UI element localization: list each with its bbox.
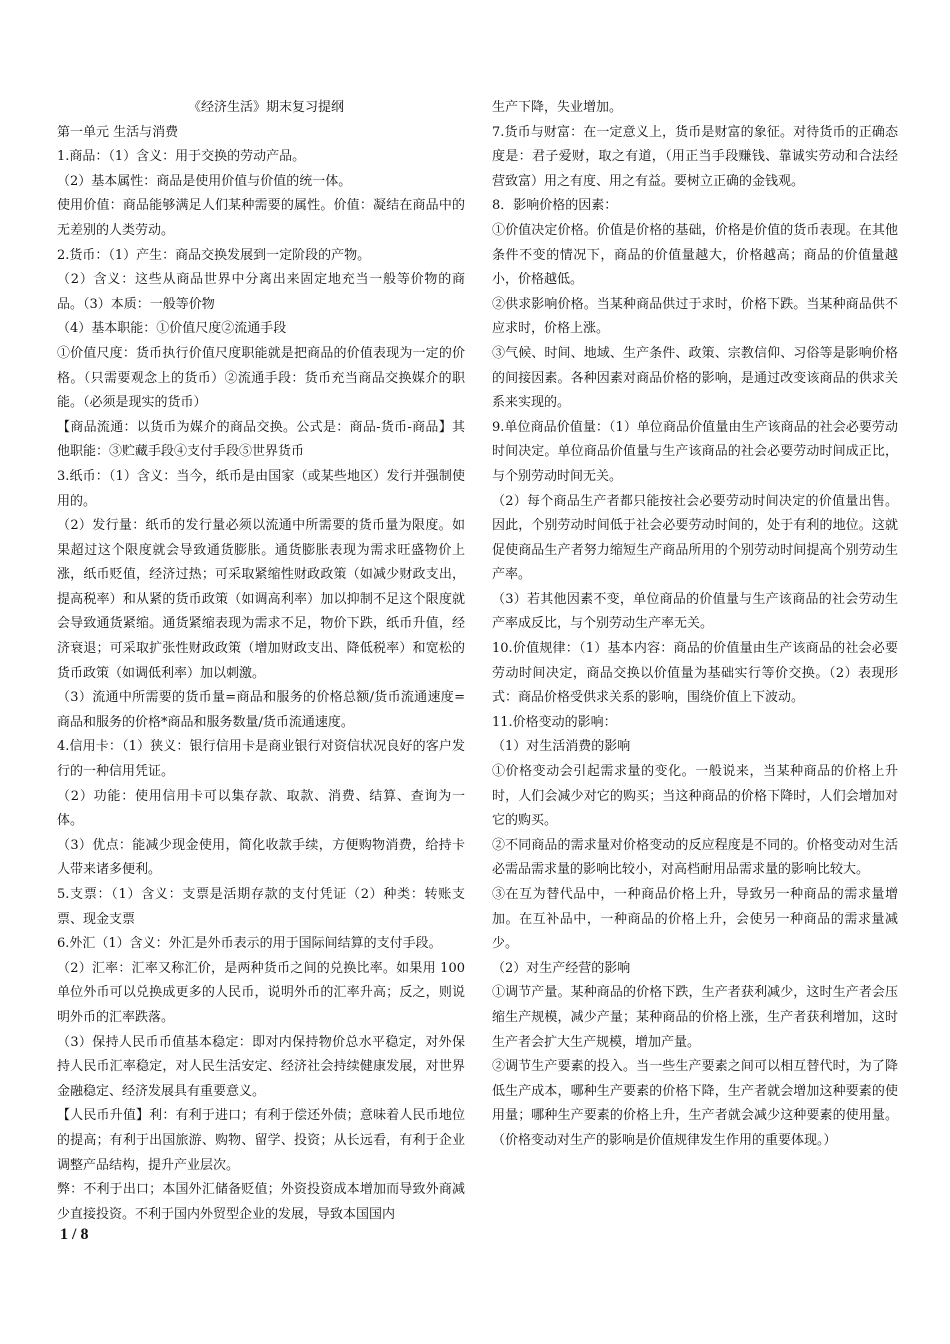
- paragraph: ①价值尺度：货币执行价值尺度职能就是把商品的价值表现为一定的价格。（只需要观念上的货币）②流通手段：货币充当商品交换媒介的职能。（必须是现实的货币）: [57, 345, 465, 411]
- paragraph: （1）对生活消费的影响: [492, 739, 631, 755]
- paragraph: ②供求影响价格。当某种商品供过于求时，价格下跌。当某种商品供不应求时，价格上涨。: [492, 296, 898, 337]
- paragraph: 4.信用卡：（1）狭义：银行信用卡是商业银行对资信状况良好的客户发行的一种信用凭证。: [57, 739, 465, 780]
- page-number: 1 / 8: [60, 1226, 89, 1243]
- paragraph: ③在互为替代品中，一种商品价格上升，导致另一种商品的需求量增加。在互补品中，一种商品的价格上升，会使另一种商品的需求量减少。: [492, 887, 898, 952]
- paragraph: 6.外汇（1）含义：外汇是外币表示的用于国际间结算的支付手段。: [57, 936, 442, 952]
- paragraph: ③气候、时间、地域、生产条件、政策、宗教信仰、习俗等是影响价格的间接因素。各种因素对商品价格的影响，是通过改变该商品的供求关系来实现的。: [492, 345, 898, 411]
- paragraph: （3）流通中所需要的货币量=商品和服务的价格总额/货币流通速度=商品和服务的价格*商品和服务数量/货币流通速度。: [57, 690, 465, 730]
- paragraph: 11.价格变动的影响：: [492, 714, 617, 730]
- paragraph: ①调节产量。某种商品的价格下跌，生产者获利减少，这时生产者会压缩生产规模，减少产量；某种商品的价格上涨，生产者获利增加，这时生产者会扩大生产规模，增加产量。: [492, 985, 898, 1050]
- paragraph: 3.纸币：（1）含义：当今，纸币是由国家（或某些地区）发行并强制使用的。: [57, 468, 465, 509]
- paragraph: 7.货币与财富：在一定意义上，货币是财富的象征。对待货币的正确态度是：君子爱财，取之有道，（用正当手段赚钱、靠诚实劳动和合法经营致富）用之有度、用之有益。要树立正确的金钱观。: [492, 124, 898, 189]
- paragraph: （2）含义：这些从商品世界中分离出来固定地充当一般等价物的商品。（3）本质：一般等价物: [57, 272, 465, 312]
- paragraph: （4）基本职能：①价值尺度②流通手段: [57, 321, 287, 337]
- paragraph: （3）优点：能减少现金使用，简化收款手续，方便购物消费，给持卡人带来诸多便利。: [57, 837, 465, 878]
- paragraph: 9.单位商品价值量：（1）单位商品价值量由生产该商品的社会必要劳动时间决定。单位商品价值量与生产该商品的社会必要劳动时间成正比，与个别劳动时间无关。: [492, 419, 898, 484]
- paragraph: （2）汇率：汇率又称汇价，是两种货币之间的兑换比率。如果用 100 单位外币可以兑换成更多的人民币，说明外币的汇率升高；反之，则说明外币的汇率跌落。: [57, 960, 465, 1025]
- paragraph: （2）每个商品生产者都只能按社会必要劳动时间决定的价值量出售。因此，个别劳动时间低于社会必要劳动时间的，处于有利的地位。这就促使商品生产者努力缩短生产商品所用的个别劳动时间提高个别劳动生产率。: [492, 493, 898, 583]
- paragraph: ②不同商品的需求量对价格变动的反应程度是不同的。价格变动对生活必需品需求量的影响比较小，对高档耐用品需求量的影响比较大。: [492, 837, 898, 878]
- paragraph: 使用价值：商品能够满足人们某种需要的属性。价值：凝结在商品中的无差别的人类劳动。: [57, 198, 465, 238]
- paragraph: 1.商品：（1）含义：用于交换的劳动产品。: [57, 149, 306, 165]
- paragraph: 【人民币升值】利：有利于进口；有利于偿还外债；意味着人民币地位的提高；有利于出国旅游、购物、留学、投资；从长远看，有利于企业调整产品结构，提升产业层次。: [57, 1108, 465, 1173]
- paragraph: （2）发行量：纸币的发行量必须以流通中所需要的货币量为限度。如果超过这个限度就会导致通货膨胀。通货膨胀表现为需求旺盛物价上涨，纸币贬值，经济过热；可采取紧缩性财政政策（如减少财政支出，提高税率）和从紧的货币政策（如调高利率）加以抑制不足这个限度就会导致通货紧缩。通货紧缩表现为需求不足，物价下跌，纸币升值，经济衰退；可采取扩张性财政政策（增加财政支出、降低税率）和宽松的货币政策（如调低利率）加以刺激。: [57, 518, 465, 681]
- paragraph: （2）基本属性：商品是使用价值与价值的统一体。: [57, 173, 352, 189]
- page-title: 《经济生活》期末复习提纲: [187, 100, 344, 115]
- paragraph: 10.价值规律：（1）基本内容：商品的价值量由生产该商品的社会必要劳动时间决定，商品交换以价值量为基础实行等价交换。（2）表现形式：商品价格受供求关系的影响，围绕价值上下波动。: [492, 641, 898, 706]
- paragraph: （3）若其他因素不变，单位商品的价值量与生产该商品的社会劳动生产率成反比，与个别劳动生产率无关。: [492, 591, 898, 632]
- paragraph: ②调节生产要素的投入。当一些生产要素之间可以相互替代时，为了降低生产成本，哪种生产要素的价格下降，生产者就会增加这种要素的使用量；哪种生产要素的价格上升，生产者就会减少这种要素的使用量。（价格变动对生产的影响是价值规律发生作用的重要体现。）: [492, 1059, 898, 1148]
- paragraph: 2.货币：（1）产生：商品交换发展到一定阶段的产物。: [57, 247, 371, 263]
- paragraph: 【商品流通：以货币为媒介的商品交换。公式是：商品-货币-商品】其他职能：③贮藏手段④支付手段⑤世界货币: [57, 419, 465, 460]
- paragraph: （2）对生产经营的影响: [492, 960, 631, 976]
- right-column: [492, 96, 898, 1154]
- paragraph: ①价值决定价格。价值是价格的基础，价格是价值的货币表现。在其他条件不变的情况下，商品的价值量越大，价格越高；商品的价值量越小，价格越低。: [492, 222, 898, 288]
- paragraph: ①价格变动会引起需求量的变化。一般说来，当某种商品的价格上升时，人们会减少对它的购买；当这种商品的价格下降时，人们会增加对它的购买。: [492, 764, 898, 829]
- paragraph: 生产下降，失业增加。: [492, 100, 623, 115]
- paragraph: 第一单元 生活与消费: [57, 124, 179, 140]
- paragraph: 5.支票：（1）含义：支票是活期存款的支付凭证（2）种类：转账支票、现金支票: [57, 887, 465, 927]
- paragraph: （3）保持人民币币值基本稳定：即对内保持物价总水平稳定，对外保持人民币汇率稳定，对人民生活安定、经济社会持续健康发展，对世界金融稳定、经济发展具有重要意义。: [57, 1034, 465, 1099]
- paragraph: 弊：不利于出口；本国外汇储备贬值；外资投资成本增加而导致外商减少直接投资。不利于国内外贸型企业的发展，导致本国国内: [57, 1182, 465, 1222]
- paragraph: （2）功能：使用信用卡可以集存款、取款、消费、结算、查询为一体。: [57, 788, 465, 829]
- paragraph: 8．影响价格的因素：: [492, 198, 618, 214]
- left-column: [57, 96, 465, 1227]
